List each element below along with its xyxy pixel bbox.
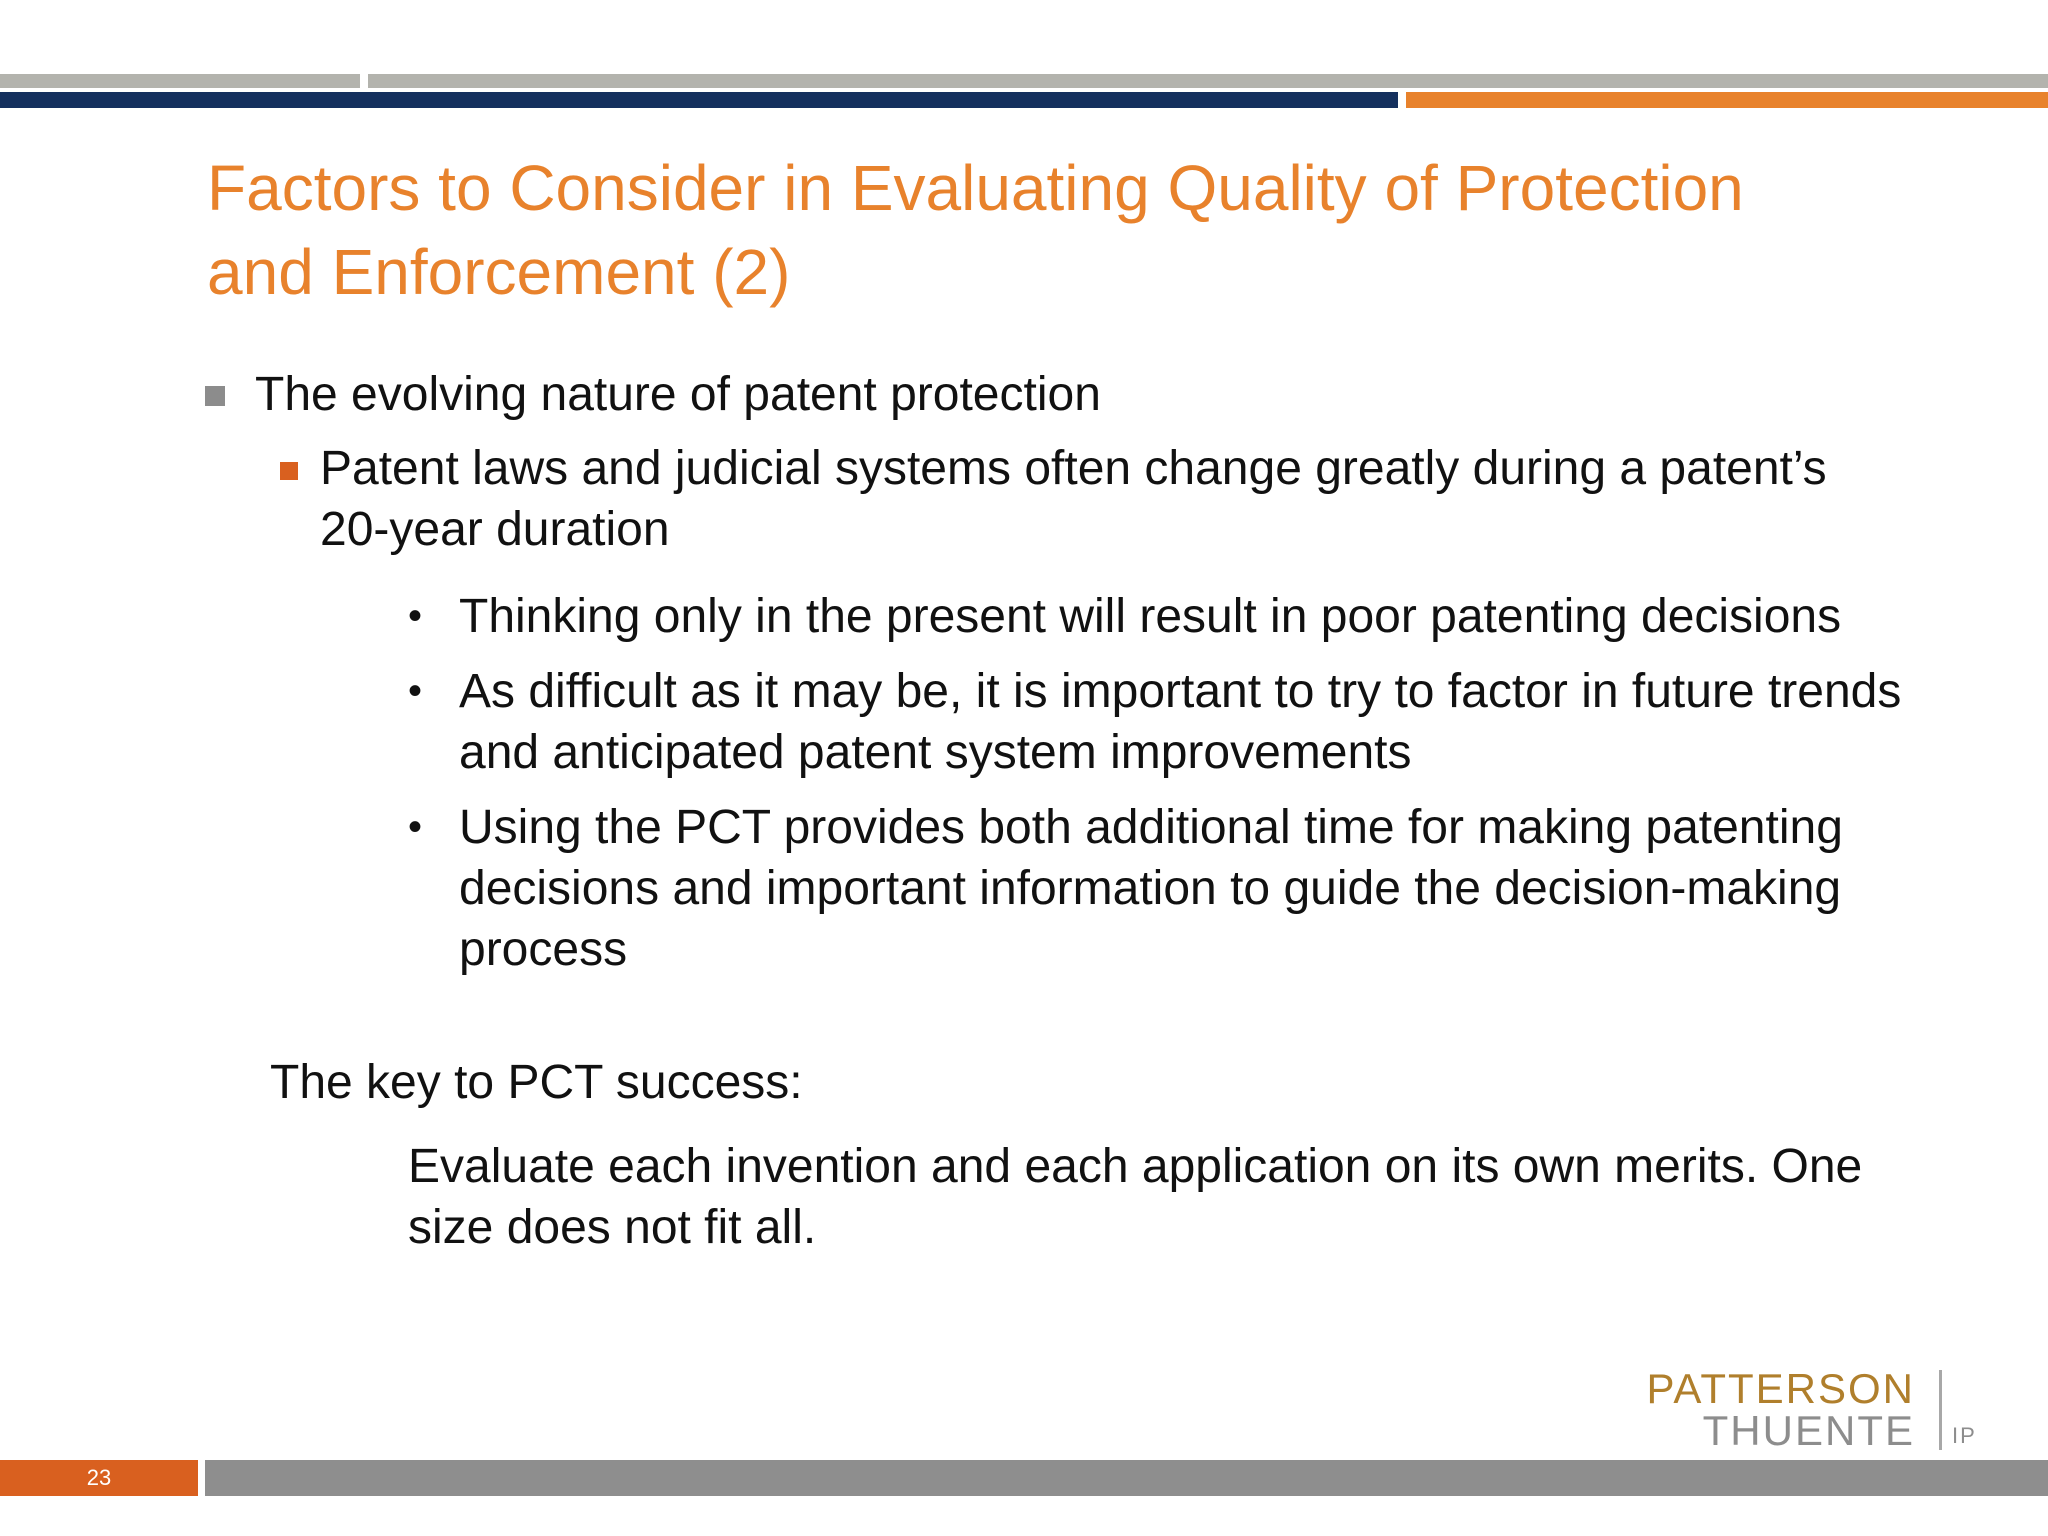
logo-divider xyxy=(1939,1370,1942,1450)
bullet-level3-line: and anticipated patent system improvements xyxy=(459,726,1412,779)
company-logo xyxy=(1648,1366,1988,1456)
dot-bullet-icon: • xyxy=(408,805,423,849)
logo-line-thuente: THUENTE xyxy=(1702,1407,1915,1454)
bullet-level3-line: As difficult as it may be, it is important to try to factor in future trends xyxy=(459,665,1902,718)
key-body xyxy=(408,1136,1862,1258)
bullet-level3-line: process xyxy=(459,923,628,976)
bullet-level2-line: 20-year duration xyxy=(320,503,670,556)
bullet-level3-line: Thinking only in the present will result in poor patenting decisions xyxy=(459,590,1842,643)
top-orange-bar xyxy=(1406,92,2048,108)
bullet-level1-text: The evolving nature of patent protection xyxy=(255,368,1101,421)
dot-bullet-icon: • xyxy=(408,669,423,713)
bullet-level3-line: Using the PCT provides both additional time for making patenting xyxy=(459,801,1843,854)
key-body-line: size does not fit all. xyxy=(408,1201,817,1254)
bullet-level3-line: decisions and important information to guide the decision-making xyxy=(459,862,1842,915)
bullet-level3-text xyxy=(459,661,1901,783)
square-bullet-icon xyxy=(280,462,298,480)
slide-title xyxy=(207,146,1967,314)
logo-line-patterson: PATTERSON xyxy=(1646,1365,1915,1412)
slide-number: 23 xyxy=(86,1465,112,1490)
key-heading: The key to PCT success: xyxy=(270,1056,803,1109)
logo-suffix-ip: IP xyxy=(1952,1423,1977,1448)
bullet-level2-text xyxy=(320,438,1827,560)
bullet-level2-line: Patent laws and judicial systems often change greatly during a patent’s xyxy=(320,442,1827,495)
slide-title-line: Factors to Consider in Evaluating Quality of Protection xyxy=(207,152,1744,224)
slide-title-line: and Enforcement (2) xyxy=(207,236,791,308)
square-bullet-icon xyxy=(205,386,225,406)
bullet-level3-text xyxy=(459,586,1841,647)
top-gray-bar-left xyxy=(0,74,360,88)
footer-gray-bar xyxy=(205,1460,2048,1496)
bullet-level3-text xyxy=(459,797,1843,980)
dot-bullet-icon: • xyxy=(408,594,423,638)
top-navy-bar xyxy=(0,92,1398,108)
key-body-line: Evaluate each invention and each application on its own merits. One xyxy=(408,1140,1863,1193)
top-gray-bar-right xyxy=(368,74,2048,88)
